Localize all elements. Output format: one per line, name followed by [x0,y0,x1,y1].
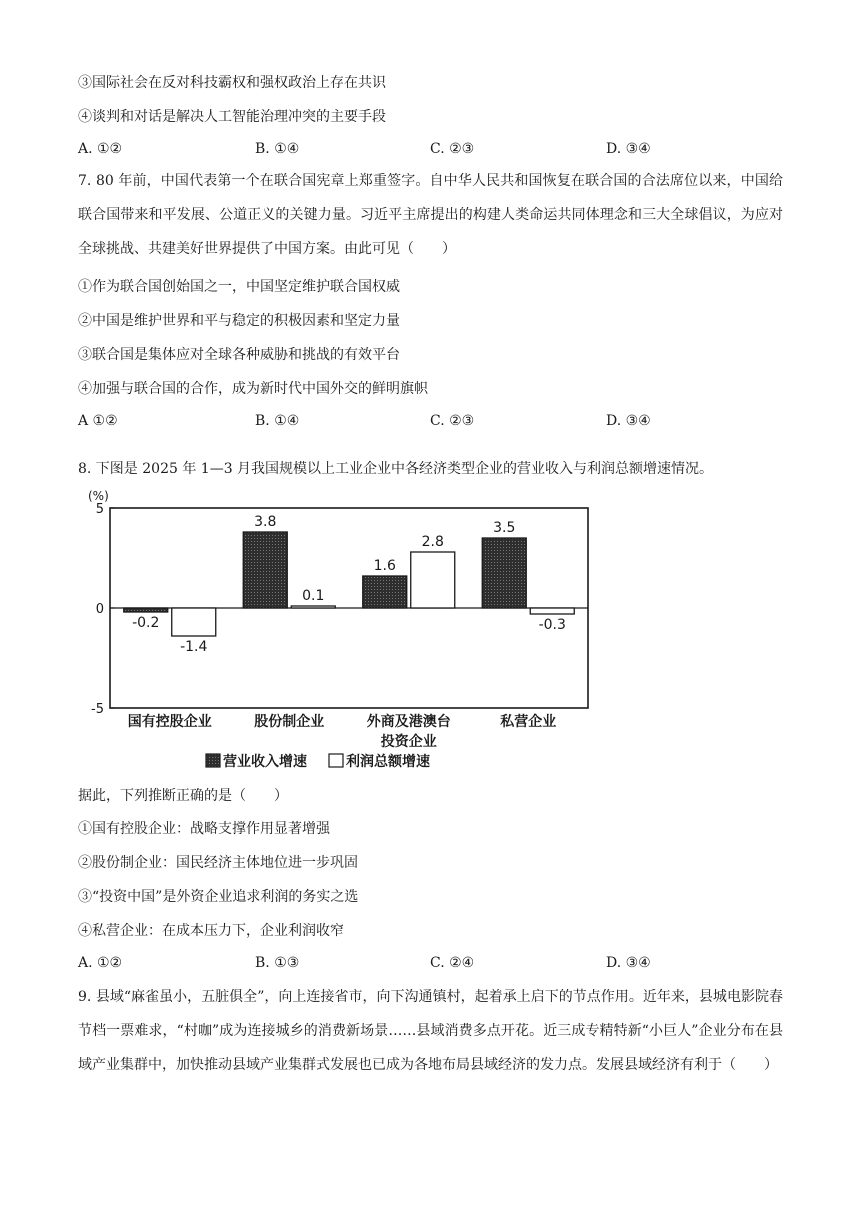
q9-stem: 9. 县域“麻雀虽小，五脏俱全”，向上连接省市，向下沟通镇村，起着承上启下的节点作用。近年来，县城电影院春节档一票难求，“村咖”成为连接城乡的消费新场景……县域消费多点开花。近三成专精特新“小巨人”企业分布在县域产业集群中，加快推动县域产业集群式发展也已成为各地布局县域经济的发力点。发展县域经济有利于（ ） [78,989,783,1073]
bar-revenue-growth [124,608,168,612]
q8-option-a[interactable]: A. ①② [78,955,123,971]
q8-prompt: 据此，下列推断正确的是（ ） [78,788,288,804]
x-category-label: 国有控股企业 [127,714,212,730]
bar-profit-growth [172,608,216,636]
bar-profit-growth [411,552,455,608]
q6-option-c[interactable]: C. ②③ [430,141,475,157]
q8-item-4: ④私营企业：在成本压力下，企业利润收窄 [78,923,344,939]
bar-chart [82,486,602,776]
bar-revenue-growth [363,576,407,608]
bar-value-label: 1.6 [373,558,396,574]
bar-value-label: -0.2 [132,615,160,631]
y-axis-ticks [91,502,115,717]
q7-item-2: ②中国是维护世界和平与稳定的积极因素和坚定力量 [78,313,400,329]
bar-value-label: 2.8 [421,534,444,550]
y-tick-label: -5 [91,702,104,717]
q8-item-1: ①国有控股企业：战略支撑作用显著增强 [78,821,330,837]
q7-stem: 7. 80 年前，中国代表第一个在联合国宪章上郑重签字。自中华人民共和国恢复在联合国的合法席位以来，中国给联合国带来和平发展、公道正义的关键力量。习近平主席提出的构建人类命运共同体理念和三大全球倡议，为应对全球挑战、共建美好世界提供了中国方案。由此可见（ ） [78,173,783,257]
q7-item-1: ①作为联合国创始国之一，中国坚定维护联合国权威 [78,279,400,295]
y-tick-label: 5 [95,502,104,517]
bar-value-label: 0.1 [302,588,325,604]
legend-label-profit: 利润总额增速 [346,754,430,770]
q7-option-b[interactable]: B. ①④ [255,413,300,429]
x-category-label: 投资企业 [380,734,437,750]
bar-value-label: -1.4 [180,639,208,655]
bar-revenue-growth [482,538,526,608]
bar-value-label: 3.5 [493,520,516,536]
chart-legend [206,753,430,770]
q6-option-d[interactable]: D. ③④ [606,141,651,157]
bar-profit-growth [530,608,574,614]
legend-swatch-profit [329,754,343,767]
q8-option-d[interactable]: D. ③④ [606,955,651,971]
bar-value-label: -0.3 [538,617,566,633]
q8-options [78,955,778,975]
q6-options [78,141,778,161]
q8-item-3: ③“投资中国”是外资企业追求利润的务实之选 [78,889,359,905]
bar-profit-growth [291,606,335,608]
q7-option-c[interactable]: C. ②③ [430,413,475,429]
q6-option-b[interactable]: B. ①④ [255,141,300,157]
q7-option-a[interactable]: A ①② [78,413,118,429]
q8-stem: 8. 下图是 2025 年 1—3 月我国规模以上工业企业中各经济类型企业的营业收入与利润总额增速情况。 [78,461,714,477]
chart-unit-label: (%) [88,489,109,503]
q8-option-b[interactable]: B. ①③ [255,955,300,971]
chart-bars [124,532,575,636]
q7-item-3: ③联合国是集体应对全球各种威胁和挑战的有效平台 [78,347,400,363]
x-axis-labels [128,713,557,750]
q7-options [78,413,778,433]
x-category-label: 股份制企业 [254,714,325,730]
y-tick-label: 0 [95,602,104,617]
legend-swatch-revenue [206,754,220,767]
x-category-label: 外商及港澳台 [366,714,451,730]
q7-item-4: ④加强与联合国的合作，成为新时代中国外交的鲜明旗帜 [78,381,428,397]
bar-chart-svg [82,486,602,776]
bar-revenue-growth [243,532,287,608]
q8-option-c[interactable]: C. ②④ [430,955,475,971]
q6-item-4: ④谈判和对话是解决人工智能治理冲突的主要手段 [78,109,386,125]
x-category-label: 私营企业 [500,714,557,730]
legend-label-revenue: 营业收入增速 [223,754,307,770]
q6-item-3: ③国际社会在反对科技霸权和强权政治上存在共识 [78,75,386,91]
q7-option-d[interactable]: D. ③④ [606,413,651,429]
q6-option-a[interactable]: A. ①② [78,141,123,157]
bar-value-label: 3.8 [254,514,277,530]
q8-item-2: ②股份制企业：国民经济主体地位进一步巩固 [78,855,358,871]
